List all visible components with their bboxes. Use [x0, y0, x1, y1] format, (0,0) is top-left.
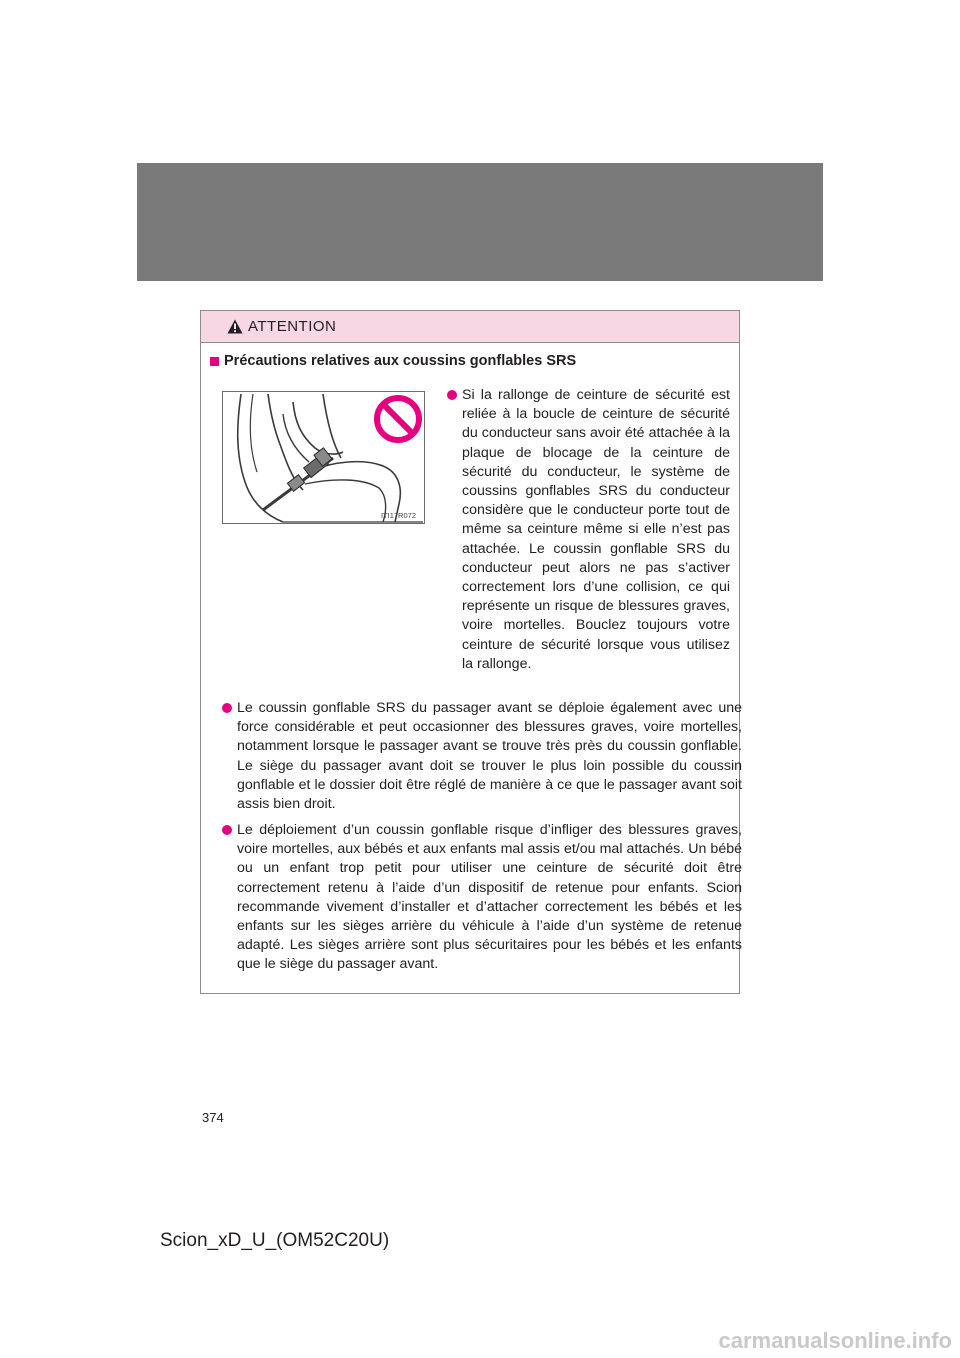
warning-triangle-icon	[227, 319, 243, 334]
attention-header	[201, 311, 739, 343]
section-heading-text: Précautions relatives aux coussins gonflables SRS	[224, 353, 577, 369]
bullet-item	[222, 699, 742, 814]
seatbelt-extender-illustration	[222, 391, 425, 524]
bullet-dot-icon	[222, 703, 232, 713]
bullet-text: Le coussin gonflable SRS du passager avant se déploie également avec une force considérable et peut occasionner des blessures graves, voire mortelles, notamment lorsque le passager avant se trouve très près du coussin gonflable. Le siège du passager avant doit se trouver le plus loin possible du coussin gonflable et le dossier doit être réglé de manière à ce que le passager avant soit assis bien droit.	[237, 700, 742, 813]
seatbelt-person-drawing	[223, 392, 424, 523]
attention-title: ATTENTION	[248, 318, 337, 335]
watermark: carmanualsonline.info	[718, 1328, 952, 1353]
header-band	[137, 163, 823, 281]
bullet-item	[222, 821, 742, 975]
attention-box	[200, 310, 740, 994]
bullet-text: Si la rallonge de ceinture de sécurité est reliée à la boucle de ceinture de sécurité du conducteur sans avoir été attachée à la plaque de blocage de la ceinture de sécurité du conducteur, le système de coussins gonflables SRS du conducteur considère que le conducteur porte tout de même sa ceinture même si elle n’est pas attachée. Le coussin gonflable SRS du conducteur peut alors ne pas s’activer correctement lors d’une collision, ce qui représente un risque de blessures graves, voire mortelles. Bouclez toujours votre ceinture de sécurité lorsque vous utilisez la rallonge.	[462, 387, 730, 672]
page-number: 374	[202, 1110, 224, 1125]
illustration-code: ITI17R072	[380, 511, 416, 520]
bullet-item	[447, 386, 730, 674]
bullet-dot-icon	[222, 825, 232, 835]
section-heading	[210, 353, 576, 369]
document-id: Scion_xD_U_(OM52C20U)	[160, 1230, 390, 1251]
bullet-dot-icon	[447, 390, 457, 400]
square-bullet-icon	[210, 357, 219, 366]
bullet-text: Le déploiement d’un coussin gonflable risque d’infliger des blessures graves, voire mortelles, aux bébés et aux enfants mal assis et/ou mal attachés. Un bébé ou un enfant trop petit pour utiliser une ceinture de sécurité doit être correctement retenu à l’aide d’un dispositif de retenue pour enfants. Scion recommande vivement d’installer et d’attacher correctement les bébés et les enfants sur les sièges arrière du véhicule à l’aide d’un système de retenue adapté. Les sièges arrière sont plus sécuritaires pour les bébés et les enfants que le siège du passager avant.	[237, 822, 742, 973]
